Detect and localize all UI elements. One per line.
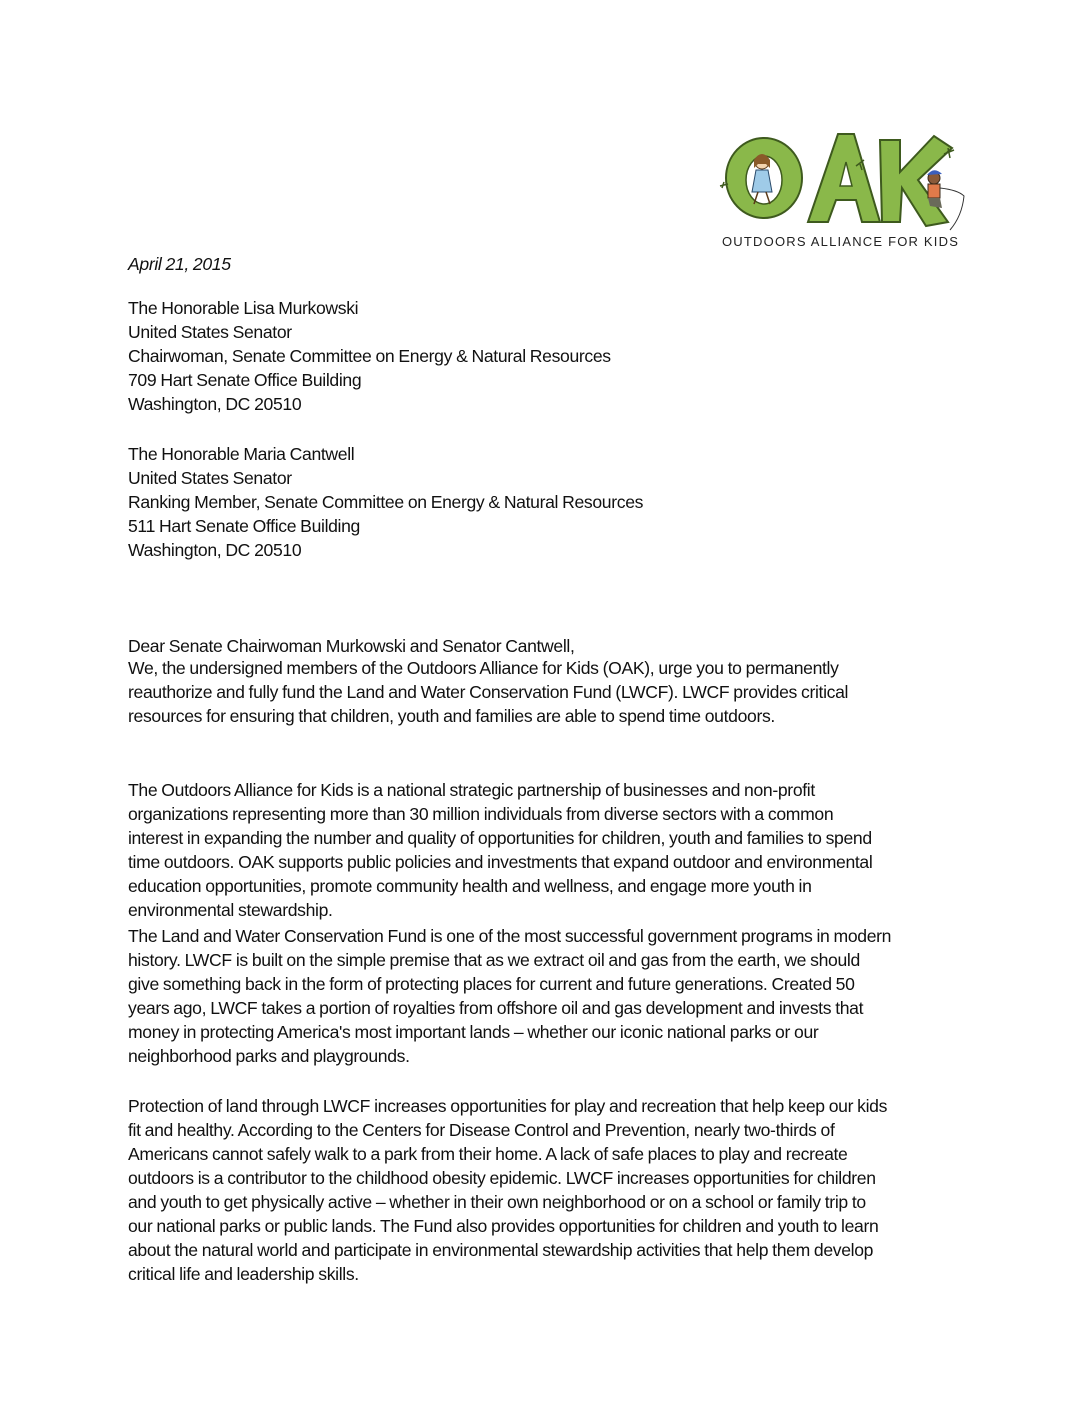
salutation: Dear Senate Chairwoman Murkowski and Senator Cantwell, xyxy=(128,636,575,656)
paragraph-line: The Outdoors Alliance for Kids is a national strategic partnership of businesses and non-profit xyxy=(128,780,815,800)
paragraph-line: our national parks or public lands. The Fund also provides opportunities for children and youth to learn xyxy=(128,1216,879,1236)
paragraph-line: interest in expanding the number and quality of opportunities for children, youth and families to spend xyxy=(128,828,872,848)
paragraph-line: Protection of land through LWCF increases opportunities for play and recreation that help keep our kids xyxy=(128,1096,888,1116)
paragraph-line: outdoors is a contributor to the childhood obesity epidemic. LWCF increases opportunities for children xyxy=(128,1168,876,1188)
paragraph-line: fit and healthy. According to the Centers for Disease Control and Prevention, nearly two-thirds of xyxy=(128,1120,835,1140)
paragraph-about-oak xyxy=(128,778,958,922)
paragraph-line: organizations representing more than 30 million individuals from diverse sectors with a common xyxy=(128,804,834,824)
address-line: The Honorable Lisa Murkowski xyxy=(128,298,359,318)
address-line: United States Senator xyxy=(128,468,292,488)
address-line: United States Senator xyxy=(128,322,292,342)
paragraph-line: critical life and leadership skills. xyxy=(128,1264,359,1284)
address-line: Washington, DC 20510 xyxy=(128,394,302,414)
address-line: 511 Hart Senate Office Building xyxy=(128,516,360,536)
paragraph-health-benefits xyxy=(128,1094,958,1286)
logo-tagline: OUTDOORS ALLIANCE FOR KIDS xyxy=(722,234,960,249)
paragraph-line: years ago, LWCF takes a portion of royalties from offshore oil and gas development and invests that xyxy=(128,998,864,1018)
paragraph-line: We, the undersigned members of the Outdoors Alliance for Kids (OAK), urge you to permanently xyxy=(128,658,839,678)
address-line: Ranking Member, Senate Committee on Energy & Natural Resources xyxy=(128,492,644,512)
paragraph-line: neighborhood parks and playgrounds. xyxy=(128,1046,410,1066)
paragraph-line: Americans cannot safely walk to a park from their home. A lack of safe places to play and recreate xyxy=(128,1144,848,1164)
paragraph-line: The Land and Water Conservation Fund is one of the most successful government programs in modern xyxy=(128,926,892,946)
addressee-murkowski xyxy=(128,296,958,416)
paragraph-line: and youth to get physically active – whether in their own neighborhood or on a school or family trip to xyxy=(128,1192,866,1212)
addressee-cantwell xyxy=(128,442,958,562)
paragraph-line: give something back in the form of protecting places for current and future generations. Created 50 xyxy=(128,974,855,994)
letter-date: April 21, 2015 xyxy=(128,254,231,274)
paragraph-line: resources for ensuring that children, youth and families are able to spend time outdoors. xyxy=(128,706,775,726)
paragraph-line: about the natural world and participate in environmental stewardship activities that help them develop xyxy=(128,1240,874,1260)
paragraph-about-lwcf xyxy=(128,924,958,1068)
paragraph-line: history. LWCF is built on the simple premise that as we extract oil and gas from the earth, we should xyxy=(128,950,860,970)
paragraph-intro xyxy=(128,656,958,728)
paragraph-line: education opportunities, promote community health and wellness, and engage more youth in xyxy=(128,876,812,896)
address-line: The Honorable Maria Cantwell xyxy=(128,444,355,464)
address-line: 709 Hart Senate Office Building xyxy=(128,370,362,390)
paragraph-line: environmental stewardship. xyxy=(128,900,333,920)
address-line: Washington, DC 20510 xyxy=(128,540,302,560)
paragraph-line: money in protecting America's most important lands – whether our iconic national parks or our xyxy=(128,1022,819,1042)
paragraph-line: time outdoors. OAK supports public policies and investments that expand outdoor and environmental xyxy=(128,852,873,872)
oak-logo xyxy=(712,126,974,254)
paragraph-line: reauthorize and fully fund the Land and Water Conservation Fund (LWCF). LWCF provides critical xyxy=(128,682,849,702)
address-line: Chairwoman, Senate Committee on Energy & Natural Resources xyxy=(128,346,611,366)
oak-logo-graphic xyxy=(712,126,974,254)
